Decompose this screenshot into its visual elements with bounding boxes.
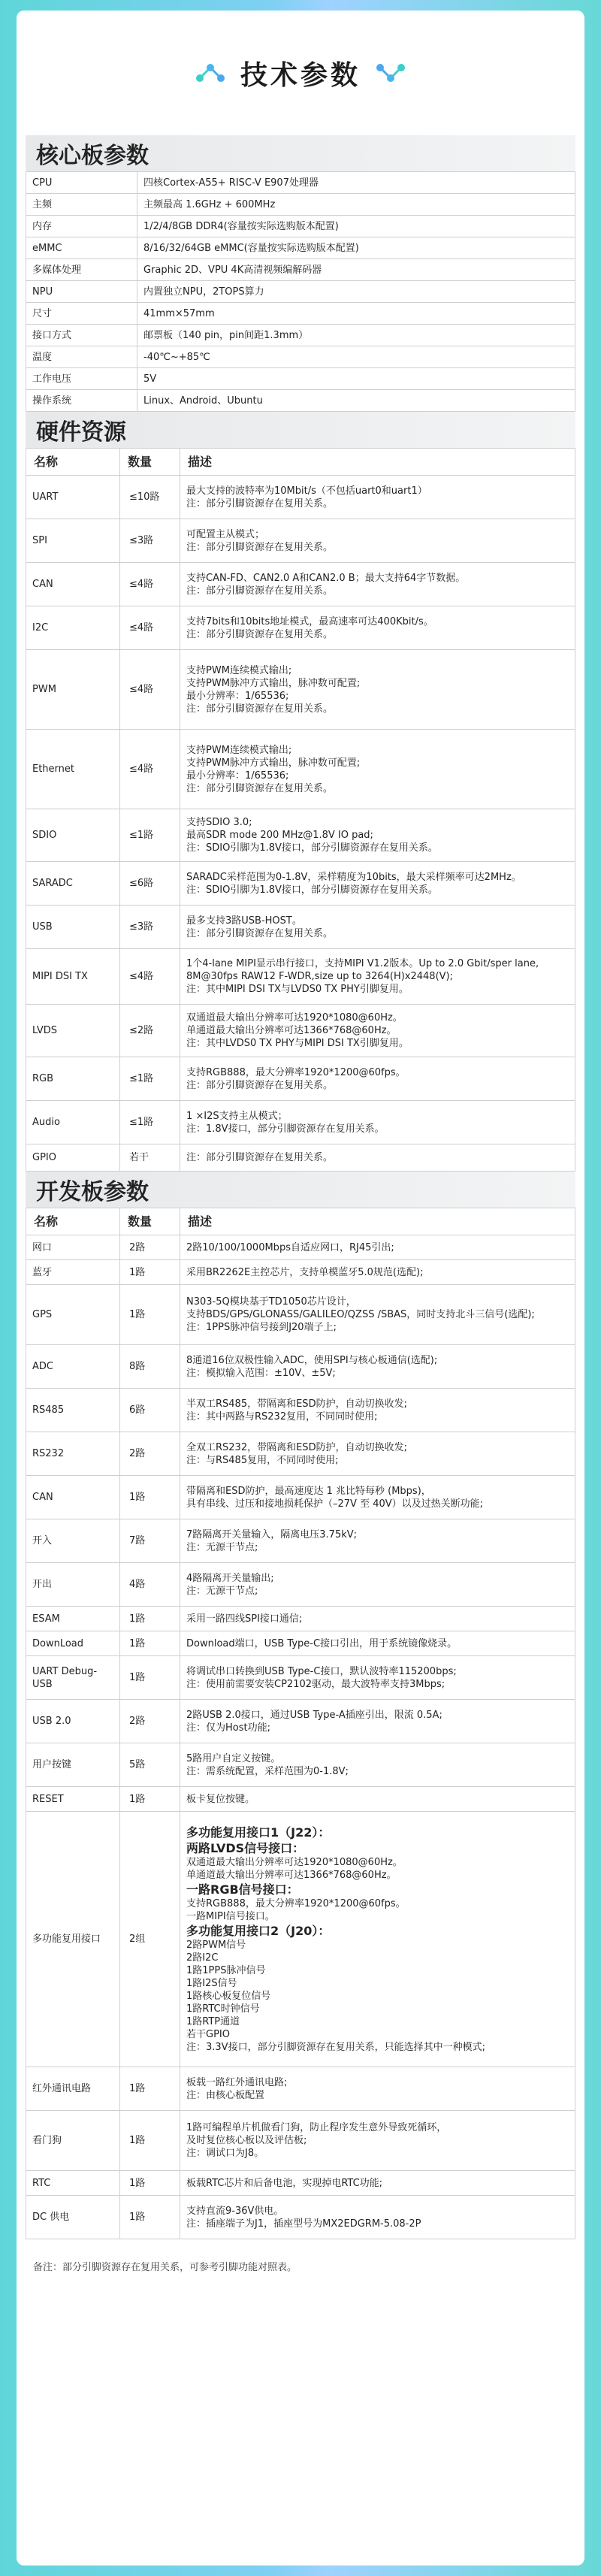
resource-description	[180, 1389, 575, 1432]
table-row	[26, 519, 575, 563]
table-row	[26, 949, 575, 1005]
table-row	[26, 303, 575, 325]
resource-name: 看门狗	[26, 2111, 120, 2171]
spec-value: 邮票板（140 pin，pin间距1.3mm）	[137, 325, 575, 346]
description-line: 注：无源干节点;	[186, 1541, 258, 1553]
description-line: 双通道最大输出分辨率可达1920*1080@60Hz。	[186, 1857, 403, 1868]
resource-name: 蓝牙	[26, 1260, 120, 1285]
resource-quantity: ≤4路	[120, 949, 180, 1005]
resource-name: 用户按键	[26, 1743, 120, 1787]
spec-key: 多媒体处理	[26, 259, 137, 281]
resource-name: ADC	[26, 1345, 120, 1389]
table-row	[26, 1432, 575, 1476]
resource-quantity: 1路	[120, 1285, 180, 1345]
description-line: 支持CAN-FD、CAN2.0 A和CAN2.0 B；最大支持64字节数据。	[186, 572, 466, 584]
description-line: 全双工RS232，带隔离和ESD防护，自动切换收发;	[186, 1441, 407, 1453]
description-line: 注：调试口为J8。	[186, 2148, 264, 2159]
resource-description	[180, 476, 575, 519]
description-line: 最大支持的波特率为10Mbit/s（不包括uart0和uart1）	[186, 485, 427, 497]
description-line: 支持BDS/GPS/GLONASS/GALILEO/QZSS /SBAS，同时支持北斗三信号(选配);	[186, 1309, 535, 1320]
table-row	[26, 1476, 575, 1519]
description-line: 最小分辨率：1/65536;	[186, 769, 289, 782]
resource-name: Ethernet	[26, 730, 120, 809]
table-row	[26, 237, 575, 259]
resource-name: 红外通讯电路	[26, 2067, 120, 2111]
description-line: 注：部分引脚资源存在复用关系。	[186, 927, 334, 939]
table-row	[26, 1787, 575, 1812]
resource-description	[180, 606, 575, 650]
resource-description	[180, 949, 575, 1005]
description-line: 双通道最大输出分辨率可达1920*1080@60Hz。	[186, 1012, 403, 1023]
resource-description	[180, 1285, 575, 1345]
resource-name: GPS	[26, 1285, 120, 1345]
description-line: 注：SDIO引脚为1.8V接口，部分引脚资源存在复用关系。	[186, 884, 438, 896]
description-line: 一路MIPI信号接口。	[186, 1911, 275, 1922]
resource-quantity: 1路	[120, 2171, 180, 2196]
description-line: 8通道16位双极性输入ADC，使用SPI与核心板通信(选配);	[186, 1354, 438, 1366]
description-line: 注：3.3V接口，部分引脚资源存在复用关系，只能选择其中一种模式;	[186, 2042, 485, 2053]
description-line: 注：部分引脚资源存在复用关系。	[186, 782, 334, 794]
resource-description	[180, 1345, 575, 1389]
resource-quantity: ≤1路	[120, 1101, 180, 1144]
table-row	[26, 650, 575, 730]
table-row	[26, 1057, 575, 1101]
description-line: 注：SDIO引脚为1.8V接口，部分引脚资源存在复用关系。	[186, 842, 438, 854]
spec-value: 内置独立NPU，2TOPS算力	[137, 281, 575, 303]
table-row	[26, 1260, 575, 1285]
description-line: 最多支持3路USB-HOST。	[186, 915, 302, 927]
spec-key: 工作电压	[26, 368, 137, 390]
table-row	[26, 2171, 575, 2196]
description-line: 注：部分引脚资源存在复用关系。	[186, 1079, 334, 1091]
description-line: 注：部分引脚资源存在复用关系。	[186, 703, 334, 715]
resource-name: RESET	[26, 1787, 120, 1812]
description-line: 注：部分引脚资源存在复用关系。	[186, 1152, 334, 1163]
description-line: 支持直流9-36V供电。	[186, 2205, 284, 2217]
description-line: 注：其中两路与RS232复用，不同同时使用;	[186, 1410, 378, 1423]
spec-key: 尺寸	[26, 303, 137, 325]
column-header: 描述	[180, 449, 575, 476]
resource-quantity: 1路	[120, 2067, 180, 2111]
section-title-hardware: 硬件资源	[26, 412, 575, 448]
column-header: 名称	[26, 1208, 120, 1235]
resource-description	[180, 1563, 575, 1607]
resource-description	[180, 1607, 575, 1631]
resource-quantity: 1路	[120, 1607, 180, 1631]
table-row	[26, 1519, 575, 1563]
description-line: 1路核心板复位信号	[186, 1991, 271, 2002]
description-line: 半双工RS485，带隔离和ESD防护，自动切换收发;	[186, 1398, 407, 1410]
resource-description	[180, 650, 575, 730]
table-row	[26, 1345, 575, 1389]
table-row	[26, 1743, 575, 1787]
section-title-devboard: 开发板参数	[26, 1172, 575, 1208]
resource-name: ESAM	[26, 1607, 120, 1631]
description-line: 1个4-lane MIPI显示串行接口，支持MIPI V1.2版本。Up to 2.0 Gbit/sper lane,	[186, 958, 539, 969]
resource-name: SPI	[26, 519, 120, 563]
resource-name: UART Debug-USB	[26, 1656, 120, 1700]
resource-quantity: 若干	[120, 1144, 180, 1172]
resource-description	[180, 1432, 575, 1476]
resource-quantity: 2组	[120, 1812, 180, 2067]
description-line: 支持RGB888，最大分辨率1920*1200@60fps。	[186, 1066, 406, 1078]
table-row	[26, 1101, 575, 1144]
resource-name: 多功能复用接口	[26, 1812, 120, 2067]
description-line: 注：与RS485复用，不同同时使用;	[186, 1454, 339, 1466]
resource-name: USB	[26, 906, 120, 949]
description-line: 1路I2S信号	[186, 1978, 237, 1989]
spec-value: 5V	[137, 368, 575, 390]
devboard-spec-table	[26, 1208, 575, 2239]
description-line: 5路用户自定义按键。	[186, 1752, 281, 1764]
resource-description	[180, 906, 575, 949]
description-line: 最高SDR mode 200 MHz@1.8V IO pad;	[186, 830, 373, 841]
column-header: 数量	[120, 449, 180, 476]
resource-name: UART	[26, 476, 120, 519]
description-line: 支持RGB888，最大分辨率1920*1200@60fps。	[186, 1898, 406, 1909]
spec-value: Graphic 2D、VPU 4K高清视频编解码器	[137, 259, 575, 281]
resource-quantity: ≤4路	[120, 606, 180, 650]
description-line: 支持SDIO 3.0;	[186, 817, 252, 828]
resource-quantity: ≤4路	[120, 563, 180, 606]
table-header-row	[26, 449, 575, 476]
spec-key: eMMC	[26, 237, 137, 259]
resource-quantity: ≤3路	[120, 519, 180, 563]
table-row	[26, 281, 575, 303]
resource-name: MIPI DSI TX	[26, 949, 120, 1005]
spec-value: 8/16/32/64GB eMMC(容量按实际选购版本配置)	[137, 237, 575, 259]
description-line: 8M@30fps RAW12 F-WDR,size up to 3264(H)x2448(V);	[186, 971, 453, 982]
description-line: 1路1PPS脉冲信号	[186, 1965, 266, 1976]
resource-name: 网口	[26, 1235, 120, 1260]
description-line: 板载一路红外通讯电路;	[186, 2076, 288, 2088]
description-line: 单通道最大输出分辨率可达1366*768@60Hz。	[186, 1025, 397, 1036]
resource-description	[180, 1005, 575, 1057]
description-line: 注：需系统配置，采样范围为0-1.8V;	[186, 1765, 349, 1777]
table-row	[26, 606, 575, 650]
table-row	[26, 1631, 575, 1656]
description-line: 1路RTC时钟信号	[186, 2003, 260, 2015]
description-line: 注：使用前需要安装CP2102驱动，最大波特率支持3Mbps;	[186, 1678, 445, 1690]
resource-quantity: ≤4路	[120, 650, 180, 730]
table-row	[26, 1235, 575, 1260]
resource-description	[180, 1631, 575, 1656]
resource-description	[180, 2171, 575, 2196]
column-header: 名称	[26, 449, 120, 476]
description-line: SARADC采样范围为0-1.8V，采样精度为10bits，最大采样频率可达2MHz。	[186, 871, 521, 883]
description-line: 将调试串口转换到USB Type-C接口，默认波特率115200bps;	[186, 1665, 457, 1677]
description-line: Download端口，USB Type-C接口引出，用于系统镜像烧录。	[186, 1637, 458, 1649]
hardware-resource-table	[26, 448, 575, 1172]
resource-name: GPIO	[26, 1144, 120, 1172]
table-row	[26, 1144, 575, 1172]
resource-name: RTC	[26, 2171, 120, 2196]
resource-quantity: 5路	[120, 1743, 180, 1787]
spec-value: Linux、Android、Ubuntu	[137, 390, 575, 412]
core-spec-table	[26, 171, 575, 412]
description-line: 注：模拟输入范围：±10V、±5V;	[186, 1367, 336, 1379]
description-line: 4路隔离开关量输出;	[186, 1572, 274, 1584]
resource-description	[180, 2067, 575, 2111]
spec-value: 1/2/4/8GB DDR4(容量按实际选购版本配置)	[137, 216, 575, 237]
resource-quantity: 1路	[120, 1656, 180, 1700]
description-line: 1路可编程单片机做看门狗，防止程序发生意外导致死循环，	[186, 2122, 447, 2133]
description-line: 注：部分引脚资源存在复用关系。	[186, 628, 334, 640]
resource-description	[180, 862, 575, 906]
description-line: 最小分辨率：1/65536;	[186, 690, 289, 702]
description-line: 单通道最大输出分辨率可达1366*768@60Hz。	[186, 1870, 397, 1881]
spec-key: 主频	[26, 194, 137, 216]
resource-name: CAN	[26, 563, 120, 606]
spec-value: 主频最高 1.6GHz + 600MHz	[137, 194, 575, 216]
resource-description	[180, 1519, 575, 1563]
molecule-decoration-icon	[194, 60, 227, 86]
column-header: 数量	[120, 1208, 180, 1235]
resource-name: SDIO	[26, 809, 120, 862]
page-title: 技术参数	[240, 59, 361, 91]
table-row	[26, 730, 575, 809]
column-header: 描述	[180, 1208, 575, 1235]
table-row	[26, 325, 575, 346]
resource-name: DC 供电	[26, 2196, 120, 2239]
spec-key: 操作系统	[26, 390, 137, 412]
description-line: 带隔离和ESD防护，最高速度达 1 兆比特每秒 (Mbps)，	[186, 1485, 431, 1497]
resource-name: I2C	[26, 606, 120, 650]
description-line: 注：部分引脚资源存在复用关系。	[186, 497, 334, 509]
resource-name: RS485	[26, 1389, 120, 1432]
resource-name: SARADC	[26, 862, 120, 906]
resource-description	[180, 1144, 575, 1172]
table-row	[26, 368, 575, 390]
resource-quantity: 4路	[120, 1563, 180, 1607]
resource-description	[180, 730, 575, 809]
resource-description	[180, 1101, 575, 1144]
description-line: 注：部分引脚资源存在复用关系。	[186, 585, 334, 597]
description-line: 1 ×I2S支持主从模式；	[186, 1110, 288, 1122]
resource-description	[180, 1787, 575, 1812]
description-line: 2路PWM信号	[186, 1940, 246, 1951]
resource-quantity: ≤3路	[120, 906, 180, 949]
description-line: 注：由核心板配置	[186, 2089, 265, 2101]
resource-description	[180, 1812, 575, 2067]
description-line: 采用一路四线SPI接口通信;	[186, 1613, 303, 1625]
table-row	[26, 390, 575, 412]
resource-description	[180, 519, 575, 563]
table-row	[26, 1389, 575, 1432]
resource-quantity: 1路	[120, 2196, 180, 2239]
table-row	[26, 2196, 575, 2239]
description-line: 支持PWM脉冲方式输出，脉冲数可配置;	[186, 757, 361, 769]
description-line: 1路RTP通道	[186, 2016, 240, 2027]
resource-quantity: ≤10路	[120, 476, 180, 519]
description-line: 若干GPIO	[186, 2029, 230, 2040]
resource-name: 开出	[26, 1563, 120, 1607]
description-line: 可配置主从模式；	[186, 528, 265, 540]
resource-quantity: 2路	[120, 1432, 180, 1476]
table-row	[26, 2067, 575, 2111]
table-row	[26, 809, 575, 862]
description-line: 注：1PPS脉冲信号接到J20端子上;	[186, 1322, 337, 1333]
spec-sheet	[17, 11, 584, 2565]
spec-value: -40℃~+85℃	[137, 346, 575, 368]
resource-name: CAN	[26, 1476, 120, 1519]
description-line: 7路隔离开关量输入，隔离电压3.75kV;	[186, 1528, 358, 1540]
description-line: 板载RTC芯片和后备电池，实现掉电RTC功能;	[186, 2177, 383, 2189]
resource-description	[180, 1476, 575, 1519]
table-row	[26, 862, 575, 906]
resource-name: RGB	[26, 1057, 120, 1101]
resource-quantity: 2路	[120, 1700, 180, 1743]
resource-description	[180, 1057, 575, 1101]
description-line: 支持7bits和10bits地址模式，最高速率可达400Kbit/s。	[186, 615, 433, 627]
resource-description	[180, 2111, 575, 2171]
spec-key: NPU	[26, 281, 137, 303]
resource-quantity: ≤2路	[120, 1005, 180, 1057]
resource-quantity: 7路	[120, 1519, 180, 1563]
resource-description	[180, 809, 575, 862]
description-line: N303-5Q模块基于TD1050芯片设计，	[186, 1296, 356, 1308]
description-line: 板卡复位按键。	[186, 1793, 255, 1805]
table-row	[26, 1285, 575, 1345]
table-row-multiplex-interface	[26, 1812, 575, 2067]
table-row	[26, 906, 575, 949]
resource-description	[180, 1656, 575, 1700]
description-line: 注：其中LVDS0 TX PHY与MIPI DSI TX引脚复用。	[186, 1038, 409, 1049]
spec-key: CPU	[26, 172, 137, 194]
description-line: 一路RGB信号接口：	[186, 1882, 299, 1897]
description-line: 支持PWM连续模式输出;	[186, 664, 292, 676]
table-row	[26, 563, 575, 606]
resource-name: LVDS	[26, 1005, 120, 1057]
description-line: 多功能复用接口1（J22）：	[186, 1825, 331, 1840]
resource-quantity: 1路	[120, 1476, 180, 1519]
description-line: 注：仅为Host功能;	[186, 1722, 270, 1734]
resource-quantity: ≤1路	[120, 809, 180, 862]
spec-value: 四核Cortex-A55+ RISC-V E907处理器	[137, 172, 575, 194]
description-line: 2路USB 2.0接口，通过USB Type-A插座引出，限流 0.5A;	[186, 1709, 442, 1721]
table-row	[26, 259, 575, 281]
resource-description	[180, 563, 575, 606]
description-line: 具有串线、过压和接地损耗保护（–27V 至 40V）以及过热关断功能;	[186, 1498, 484, 1510]
table-row	[26, 346, 575, 368]
resource-quantity: ≤1路	[120, 1057, 180, 1101]
resource-description	[180, 1235, 575, 1260]
resource-quantity: 1路	[120, 1787, 180, 1812]
description-line: 注：插座端子为J1，插座型号为MX2EDGRM-5.08-2P	[186, 2218, 421, 2230]
resource-quantity: 1路	[120, 1260, 180, 1285]
resource-name: USB 2.0	[26, 1700, 120, 1743]
resource-description	[180, 2196, 575, 2239]
resource-quantity: 2路	[120, 1235, 180, 1260]
table-row	[26, 1005, 575, 1057]
table-row	[26, 172, 575, 194]
table-row	[26, 2111, 575, 2171]
resource-name: Audio	[26, 1101, 120, 1144]
description-line: 2路10/100/1000Mbps自适应网口，RJ45引出;	[186, 1241, 394, 1253]
resource-quantity: 6路	[120, 1389, 180, 1432]
resource-quantity: 1路	[120, 2111, 180, 2171]
spec-value: 41mm×57mm	[137, 303, 575, 325]
resource-quantity: 8路	[120, 1345, 180, 1389]
description-line: 注：部分引脚资源存在复用关系。	[186, 541, 334, 553]
resource-quantity: ≤4路	[120, 730, 180, 809]
page-header	[17, 11, 584, 135]
table-header-row	[26, 1208, 575, 1235]
resource-quantity: 1路	[120, 1631, 180, 1656]
description-line: 注：1.8V接口，部分引脚资源存在复用关系。	[186, 1123, 385, 1135]
table-row	[26, 216, 575, 237]
table-row	[26, 194, 575, 216]
resource-name: DownLoad	[26, 1631, 120, 1656]
description-line: 支持PWM连续模式输出;	[186, 744, 292, 756]
description-line: 注：无源干节点;	[186, 1585, 258, 1597]
resource-name: RS232	[26, 1432, 120, 1476]
description-line: 支持PWM脉冲方式输出，脉冲数可配置;	[186, 677, 361, 689]
table-row	[26, 1607, 575, 1631]
spec-key: 接口方式	[26, 325, 137, 346]
description-line: 2路I2C	[186, 1952, 219, 1964]
table-row	[26, 1700, 575, 1743]
description-line: 及时复位核心板以及评估板;	[186, 2135, 307, 2146]
footnote: 备注：部分引脚资源存在复用关系，可参考引脚功能对照表。	[33, 2262, 297, 2273]
resource-name: 开入	[26, 1519, 120, 1563]
spec-key: 内存	[26, 216, 137, 237]
table-row	[26, 1563, 575, 1607]
table-row	[26, 476, 575, 519]
molecule-decoration-icon	[374, 60, 407, 86]
description-line: 两路LVDS信号接口：	[186, 1841, 305, 1855]
description-line: 采用BR2262E主控芯片，支持单模蓝牙5.0规范(选配);	[186, 1266, 424, 1278]
description-line: 多功能复用接口2（J20）：	[186, 1924, 331, 1938]
section-title-core: 核心板参数	[26, 135, 575, 171]
resource-description	[180, 1260, 575, 1285]
spec-key: 温度	[26, 346, 137, 368]
resource-description	[180, 1743, 575, 1787]
resource-description	[180, 1700, 575, 1743]
resource-quantity: ≤6路	[120, 862, 180, 906]
resource-name: PWM	[26, 650, 120, 730]
description-line: 注：其中MIPI DSI TX与LVDS0 TX PHY引脚复用。	[186, 984, 409, 995]
table-row	[26, 1656, 575, 1700]
